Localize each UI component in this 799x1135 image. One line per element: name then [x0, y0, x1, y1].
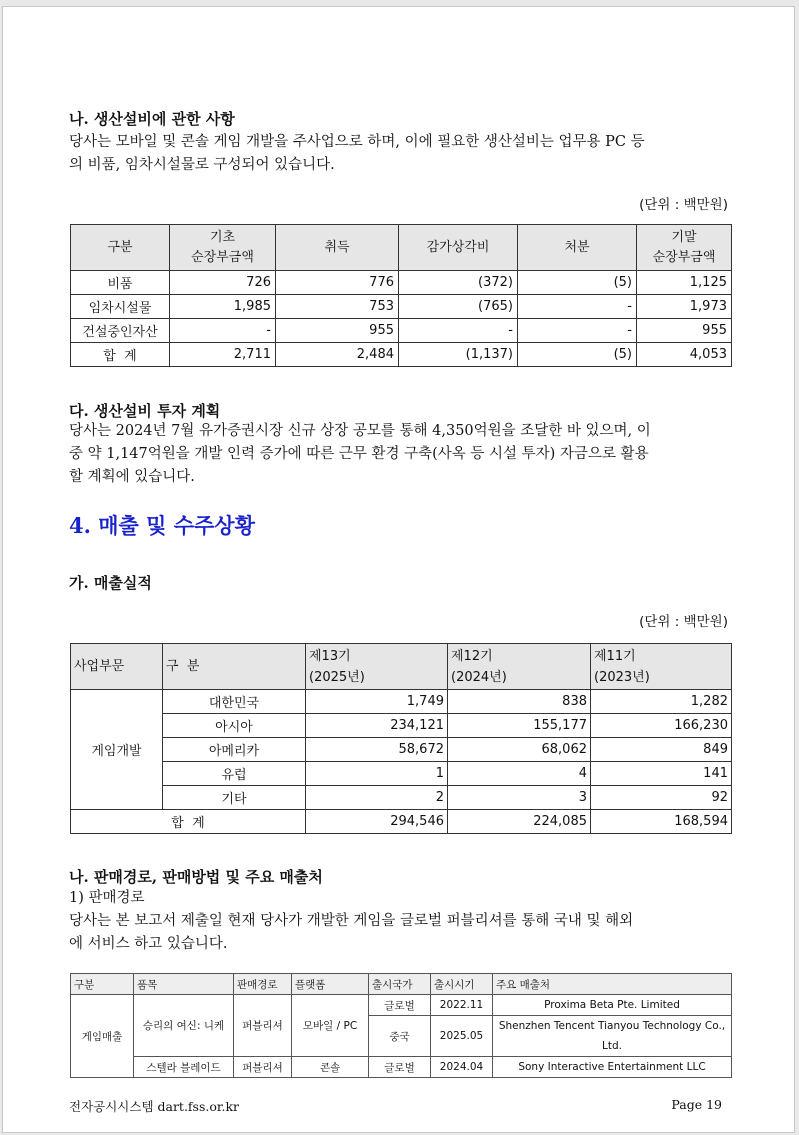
table-cell: - [518, 319, 637, 343]
facility-table [70, 224, 732, 367]
table-cell: 글로벌 [369, 1057, 431, 1078]
header-line: (2023년) [594, 669, 650, 685]
table-cell: (765) [399, 295, 518, 319]
table-cell: 58,672 [306, 738, 448, 762]
table-cell: 141 [591, 762, 732, 786]
header-cell: 판매경로 [234, 974, 292, 995]
table-cell: (5) [518, 343, 637, 367]
paragraph-line: 1) 판매경로 [69, 890, 145, 906]
table-cell: 퍼블리셔 [234, 995, 292, 1057]
table-row [71, 995, 732, 1016]
table-cell: 1,985 [170, 295, 276, 319]
header-line: 제12기 [451, 648, 493, 664]
cell-line: Ltd. [602, 1040, 622, 1052]
table-cell: 2,484 [276, 343, 399, 367]
table-cell: 955 [276, 319, 399, 343]
header-cell: 주요 매출처 [493, 974, 732, 995]
table-cell: 1,749 [306, 690, 448, 714]
header-line: 기초 [209, 229, 236, 245]
table-total-row [71, 810, 732, 834]
table-cell: 155,177 [448, 714, 591, 738]
category-cell: 게임매출 [71, 995, 134, 1078]
table-cell: 4,053 [637, 343, 732, 367]
header-cell [170, 225, 276, 271]
table-row [71, 714, 732, 738]
table-cell: 2022.11 [431, 995, 493, 1016]
table-row [71, 762, 732, 786]
table-row [71, 271, 732, 295]
table-total-row [71, 343, 732, 367]
table-cell: 유럽 [163, 762, 306, 786]
header-cell [448, 644, 591, 690]
table-row [71, 319, 732, 343]
paragraph-line: 할 계획에 있습니다. [69, 469, 195, 485]
table-cell: 2025.05 [431, 1016, 493, 1057]
paragraph-line: 당사는 2024년 7월 유가증권시장 신규 상장 공모를 통해 4,350억원을 조달한 바 있으며, 이 [69, 423, 651, 439]
table-cell: 955 [637, 319, 732, 343]
sales-channel-table [70, 973, 732, 1078]
table-cell: 임차시설물 [71, 295, 170, 319]
table-cell: 합 계 [71, 343, 170, 367]
table-cell: 838 [448, 690, 591, 714]
header-cell [591, 644, 732, 690]
heading-investment-plan: 다. 생산설비 투자 계획 [69, 402, 221, 420]
header-line: 기말 [671, 229, 697, 245]
header-line: (2025년) [309, 669, 365, 685]
table-cell: 1,125 [637, 271, 732, 295]
table-cell: 2024.04 [431, 1057, 493, 1078]
table-cell: - [518, 295, 637, 319]
table-row [71, 295, 732, 319]
section-title: 4. 매출 및 수주상황 [69, 513, 255, 538]
table-cell: 234,121 [306, 714, 448, 738]
table-cell: 퍼블리셔 [234, 1057, 292, 1078]
header-cell: 구분 [71, 974, 134, 995]
table-cell: 중국 [369, 1016, 431, 1057]
header-cell [306, 644, 448, 690]
table-row [71, 786, 732, 810]
table-cell: 2 [306, 786, 448, 810]
header-cell: 출시시기 [431, 974, 493, 995]
header-cell: 처분 [518, 225, 637, 271]
table-header-row [71, 644, 732, 690]
table-cell: - [399, 319, 518, 343]
table-cell: 776 [276, 271, 399, 295]
document-page [2, 6, 795, 1133]
table-cell: 아메리카 [163, 738, 306, 762]
heading-sales-performance: 가. 매출실적 [69, 574, 152, 592]
division-cell: 게임개발 [71, 690, 163, 810]
header-cell: 구 분 [163, 644, 306, 690]
table-cell: Proxima Beta Pte. Limited [493, 995, 732, 1016]
table-cell: 1,282 [591, 690, 732, 714]
header-line: 제11기 [594, 648, 636, 664]
paragraph-line: 당사는 본 보고서 제출일 현재 당사가 개발한 게임을 글로벌 퍼블리셔를 통해 국내 및 해외 [69, 913, 634, 929]
table-row [71, 690, 732, 714]
header-cell: 구분 [71, 225, 170, 271]
table-cell: 168,594 [591, 810, 732, 834]
header-cell: 플랫폼 [292, 974, 369, 995]
table-cell: 기타 [163, 786, 306, 810]
footer-page-number: Page 19 [671, 1097, 722, 1112]
table-cell: (1,137) [399, 343, 518, 367]
table-cell: 합 계 [71, 810, 306, 834]
header-cell: 출시국가 [369, 974, 431, 995]
table-cell: 753 [276, 295, 399, 319]
table-cell: 1 [306, 762, 448, 786]
header-cell: 사업부문 [71, 644, 163, 690]
header-cell: 품목 [134, 974, 234, 995]
paragraph-line: 의 비품, 임차시설물로 구성되어 있습니다. [69, 157, 335, 173]
paragraph-sales-channel [69, 887, 633, 956]
cell-line: Shenzhen Tencent Tianyou Technology Co., [498, 1020, 726, 1032]
header-cell: 감가상각비 [399, 225, 518, 271]
table-header-row [71, 974, 732, 995]
table-cell: 글로벌 [369, 995, 431, 1016]
table-cell: 92 [591, 786, 732, 810]
table-cell: 스텔라 블레이드 [134, 1057, 234, 1078]
table-cell: 아시아 [163, 714, 306, 738]
table-cell: 콘솔 [292, 1057, 369, 1078]
header-line: 제13기 [309, 648, 351, 664]
paragraph-line: 중 약 1,147억원을 개발 인력 증가에 따른 근무 환경 구축(사옥 등 시설 투자) 자금으로 활용 [69, 446, 649, 462]
table-cell: 대한민국 [163, 690, 306, 714]
table-cell: - [170, 319, 276, 343]
table-row [71, 1057, 732, 1078]
heading-sales-channel: 나. 판매경로, 판매방법 및 주요 매출처 [69, 868, 323, 886]
paragraph-investment [69, 420, 651, 489]
header-line: 순장부금액 [652, 249, 716, 265]
table-cell: 승리의 여신: 니케 [134, 995, 234, 1057]
header-cell [637, 225, 732, 271]
table-cell [493, 1016, 732, 1057]
table-cell: Sony Interactive Entertainment LLC [493, 1057, 732, 1078]
table-cell: (5) [518, 271, 637, 295]
table-cell: 4 [448, 762, 591, 786]
table-header-row [71, 225, 732, 271]
unit-label: (단위 : 백만원) [639, 197, 728, 213]
header-cell: 취득 [276, 225, 399, 271]
table-cell: 294,546 [306, 810, 448, 834]
sales-table [70, 643, 732, 834]
heading-production-facilities: 나. 생산설비에 관한 사항 [69, 110, 235, 128]
header-line: (2024년) [451, 669, 507, 685]
table-cell: 166,230 [591, 714, 732, 738]
table-cell: 3 [448, 786, 591, 810]
table-cell: 비품 [71, 271, 170, 295]
header-line: 순장부금액 [191, 249, 254, 265]
table-cell: 모바일 / PC [292, 995, 369, 1057]
footer-source: 전자공시시스템 dart.fss.or.kr [69, 1099, 240, 1114]
table-cell: (372) [399, 271, 518, 295]
table-cell: 2,711 [170, 343, 276, 367]
paragraph-line: 에 서비스 하고 있습니다. [69, 936, 228, 952]
paragraph-line: 당사는 모바일 및 콘솔 게임 개발을 주사업으로 하며, 이에 필요한 생산설비는 업무용 PC 등 [69, 134, 645, 150]
table-cell: 건설중인자산 [71, 319, 170, 343]
table-cell: 224,085 [448, 810, 591, 834]
unit-label: (단위 : 백만원) [639, 614, 728, 630]
table-cell: 1,973 [637, 295, 732, 319]
paragraph-facilities [69, 131, 645, 177]
table-row [71, 738, 732, 762]
table-cell: 726 [170, 271, 276, 295]
table-cell: 68,062 [448, 738, 591, 762]
table-cell: 849 [591, 738, 732, 762]
